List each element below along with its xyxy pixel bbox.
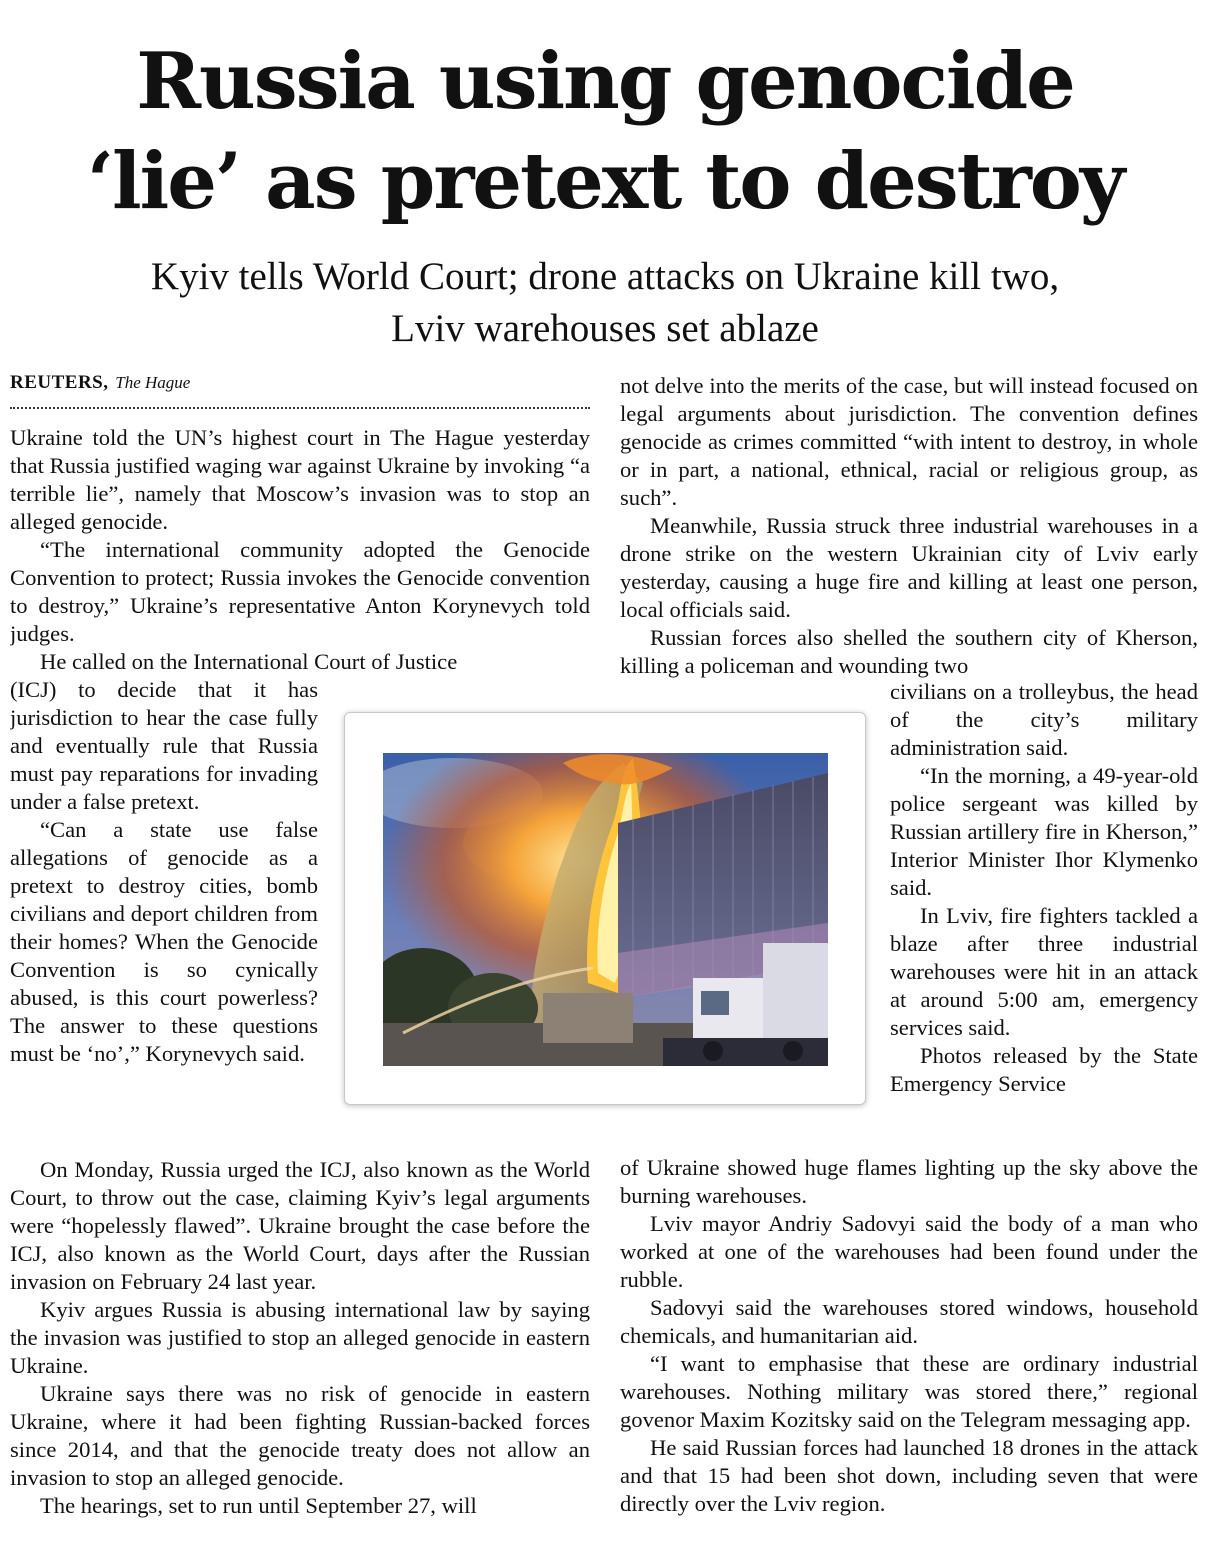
left-column-narrow xyxy=(10,676,318,1160)
paragraph: Meanwhile, Russia struck three industrial warehouses in a drone strike on the western Ukrainian city of Lviv early yesterday, causing a huge fire and killing at least one person, local officials said. xyxy=(620,513,1198,622)
left-column-top xyxy=(10,424,590,676)
paragraph: Lviv mayor Andriy Sadovyi said the body of a man who worked at one of the warehouses had been found under the rubble. xyxy=(620,1211,1198,1292)
paragraph: Ukraine told the UN’s highest court in The Hague yesterday that Russia justified waging war against Ukraine by invoking “a terrible lie”, namely that Moscow’s invasion was to stop an alleged genocide. xyxy=(10,425,590,534)
paragraph: (ICJ) to decide that it has jurisdiction to hear the case fully and eventually rule that Russia must pay reparations for invading under a false pretext. xyxy=(10,677,318,814)
paragraph: “The international community adopted the Genocide Convention to protect; Russia invokes the Genocide convention to destroy,” Ukraine’s representative Anton Korynevych told judges. xyxy=(10,537,590,646)
subheadline-line-1: Kyiv tells World Court; drone attacks on Ukraine kill two, xyxy=(150,255,1060,298)
paragraph: of Ukraine showed huge flames lighting up the sky above the burning warehouses. xyxy=(620,1155,1198,1208)
paragraph: civilians on a trolleybus, the head of the city’s military administration said. xyxy=(890,679,1198,760)
right-column-narrow xyxy=(890,678,1198,1102)
paragraph: Kyiv argues Russia is abusing international law by saying the invasion was justified to stop an alleged genocide in eastern Ukraine. xyxy=(10,1297,590,1378)
paragraph: “In the morning, a 49-year-old police sergeant was killed by Russian artillery fire in Kherson,” Interior Minister Ihor Klymenko said. xyxy=(890,763,1198,900)
paragraph: not delve into the merits of the case, but will instead focused on legal arguments about jurisdiction. The convention defines genocide as crimes committed “with intent to destroy, in whole or in part, a national, ethnical, racial or religious group, as such”. xyxy=(620,373,1198,510)
right-column-bottom xyxy=(620,1154,1198,1565)
photo-frame xyxy=(344,712,866,1105)
paragraph: Sadovyi said the warehouses stored windows, household chemicals, and humanitarian aid. xyxy=(620,1295,1198,1348)
paragraph: Russian forces also shelled the southern city of Kherson, killing a policeman and wounding two xyxy=(620,625,1198,678)
byline-divider xyxy=(10,407,590,409)
byline xyxy=(10,372,590,394)
paragraph: In Lviv, fire fighters tackled a blaze after three industrial warehouses were hit in an attack at around 5:00 am, emergency services said. xyxy=(890,903,1198,1040)
byline-agency: REUTERS, xyxy=(10,372,109,393)
warehouse-fire-photo xyxy=(383,753,828,1066)
paragraph: “I want to emphasise that these are ordinary industrial warehouses. Nothing military was stored there,” regional govenor Maxim Kozitsky said on the Telegram messaging app. xyxy=(620,1351,1198,1432)
right-column-top xyxy=(620,372,1198,680)
byline-place: The Hague xyxy=(115,373,191,392)
paragraph: He called on the International Court of Justice xyxy=(40,649,458,674)
headline-line-2: ‘lie’ as pretext to destroy xyxy=(86,136,1124,227)
subheadline-line-2: Lviv warehouses set ablaze xyxy=(391,307,819,350)
paragraph: The hearings, set to run until September 27, will xyxy=(40,1493,477,1518)
paragraph: Photos released by the State Emergency Service xyxy=(890,1043,1198,1096)
paragraph: Ukraine says there was no risk of genocide in eastern Ukraine, where it had been fighting Russian-backed forces since 2014, and that the genocide treaty does not allow an invasion to stop an alleged genocide. xyxy=(10,1381,590,1490)
paragraph: He said Russian forces had launched 18 drones in the attack and that 15 had been shot down, including seven that were directly over the Lviv region. xyxy=(620,1435,1198,1516)
headline-line-1: Russia using genocide xyxy=(136,36,1074,127)
paragraph: “Can a state use false allegations of genocide as a pretext to destroy cities, bomb civilians and deport children from their homes? When the Genocide Convention is so cynically abused, is this court powerless? The answer to these questions must be ‘no’,” Korynevych said. xyxy=(10,817,318,1066)
left-column-bottom xyxy=(10,1156,590,1565)
paragraph: On Monday, Russia urged the ICJ, also known as the World Court, to throw out the case, claiming Kyiv’s legal arguments were “hopelessly flawed”. Ukraine brought the case before the ICJ, also known as the World Court, days after the Russian invasion on February 24 last year. xyxy=(10,1157,590,1294)
